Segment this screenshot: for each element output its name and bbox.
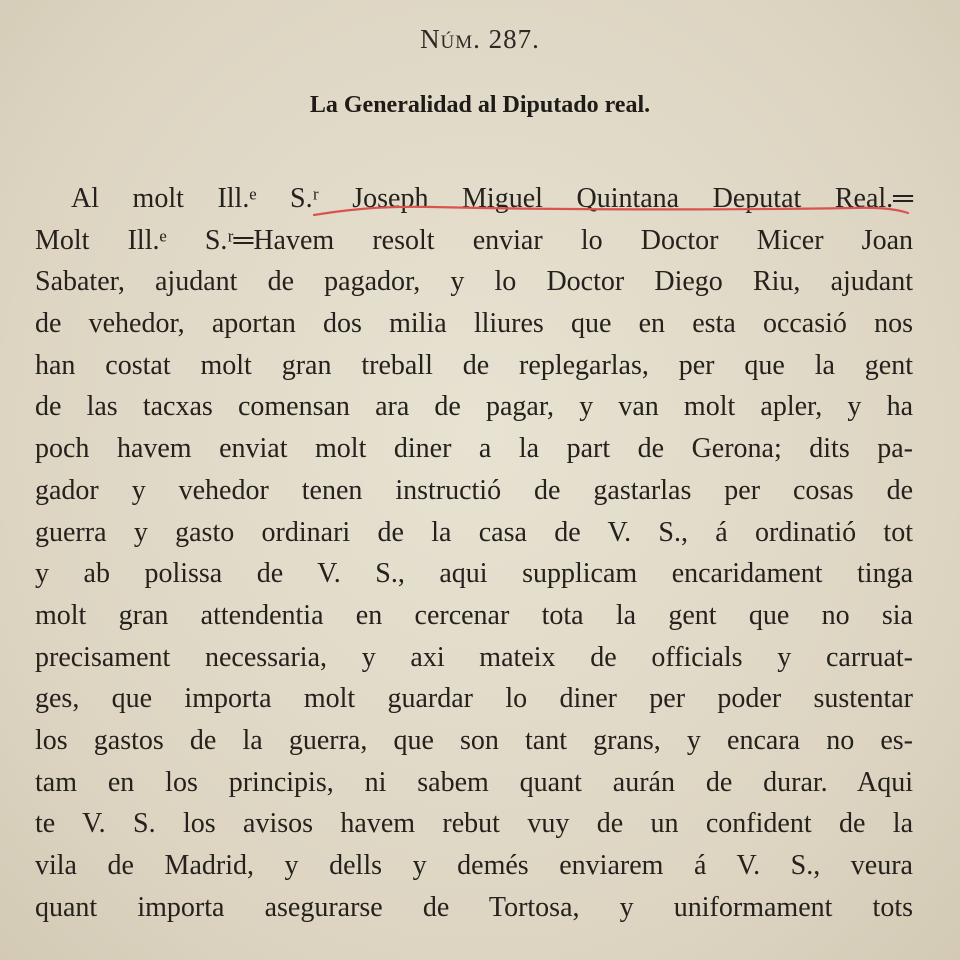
text-line: tam en los principis, ni sabem quant aurán de durar. Aqui xyxy=(35,766,913,798)
text-line: te V. S. los avisos havem rebut vuy de un confident de la xyxy=(35,808,913,840)
text-line: vila de Madrid, y dells y demés enviarem á V. S., veura xyxy=(35,850,913,881)
text-line: guerra y gasto ordinari de la casa de V. S., á ordinatió tot xyxy=(35,516,913,548)
text-line: precisament necessaria, y axi mateix de officials y carruat- xyxy=(35,641,913,673)
text-line: los gastos de la guerra, que son tant grans, y encara no es- xyxy=(35,724,913,756)
document-number xyxy=(0,24,960,55)
document-title: La Generalidad al Diputado real. xyxy=(309,92,651,118)
text-line: y ab polissa de V. S., aqui supplicam encaridament tinga xyxy=(35,558,913,590)
text-line: poch havem enviat molt diner a la part de Gerona; dits pa- xyxy=(35,433,913,465)
text-line: gador y vehedor tenen instructió de gastarlas per cosas de xyxy=(35,474,913,506)
text-line: Sabater, ajudant de pagador, y lo Doctor Diego Riu, ajudant xyxy=(35,266,913,298)
text-line: molt gran attendentia en cercenar tota la gent que no sia xyxy=(35,599,913,631)
document-number-text: Núm. 287. xyxy=(420,24,540,54)
text-line: de las tacxas comensan ara de pagar, y van molt apler, y ha xyxy=(35,391,913,423)
text-line: Al molt Ill.ᵉ S.ʳ Joseph Miguel Quintana Deputat Real.═ xyxy=(71,183,913,214)
text-line: de vehedor, aportan dos milia lliures que en esta occasió nos xyxy=(35,308,913,340)
text-line: quant importa asegurarse de Tortosa, y uniformament tots xyxy=(35,891,913,923)
text-line: ges, que importa molt guardar lo diner per poder sustentar xyxy=(35,683,913,715)
letter-body xyxy=(35,178,913,928)
text-line: Molt Ill.ᵉ S.ʳ═Havem resolt enviar lo Doctor Micer Joan xyxy=(35,224,913,256)
text-line: han costat molt gran treball de replegarlas, per que la gent xyxy=(35,349,913,381)
